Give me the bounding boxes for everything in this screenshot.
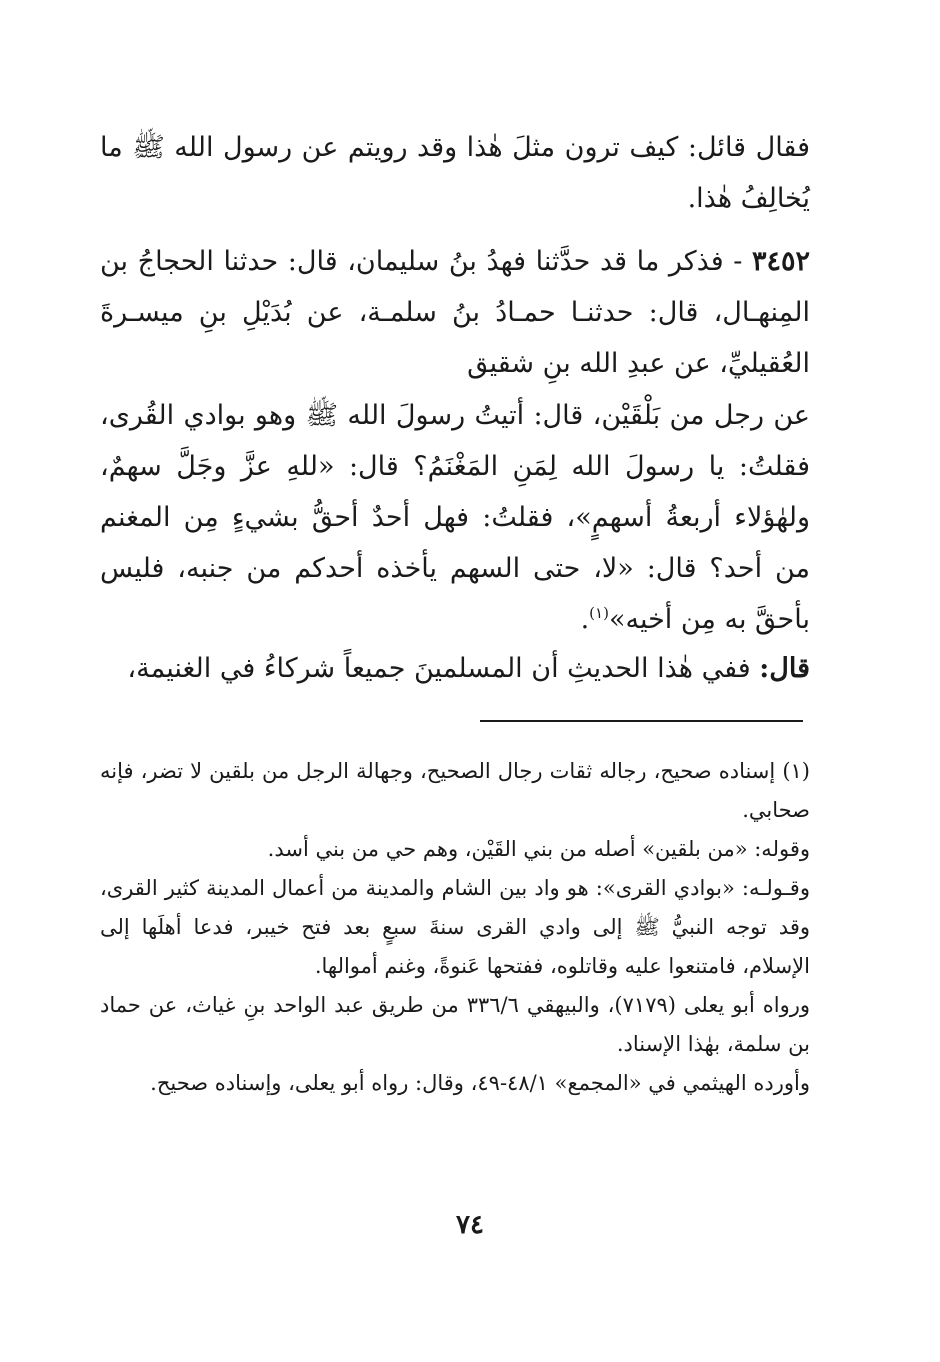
conclusion-text: ففي هٰذا الحديثِ أن المسلمينَ جميعاً شركاءُ في الغنيمة، xyxy=(127,653,751,684)
matn-end: . xyxy=(580,604,590,635)
footnote-1: (١) إسناده صحيح، رجاله ثقات رجال الصحيح، وجهالة الرجل من بلقين لا تضر، فإنه صحابي. xyxy=(100,759,810,822)
conclusion-paragraph xyxy=(100,643,810,694)
qala-label: قال: xyxy=(759,653,810,684)
footnote-3: وقـولـه: «بوادي القرى»: هو واد بين الشام والمدينة من أعمال المدينة كثير القرى، وقد توجه النبيُّ ﷺ إلى وادي القرى سنةَ سبعٍ بعد فتح خيبر، فدعا أهلَها إلى الإسلام، فامتنعوا عليه وقاتلوه، ففتحها عَنوةً، وغنم أموالها. xyxy=(100,876,810,978)
intro-text: فقال قائل: كيف ترون مثلَ هٰذا وقد رويتم عن رسول الله ﷺ ما يُخالِفُ هٰذا. xyxy=(100,132,810,214)
footnote-5: وأورده الهيثمي في «المجمع» ٤٨/١-٤٩، وقال: رواه أبو يعلى، وإسناده صحيح. xyxy=(150,1071,810,1095)
page-number: ٧٤ xyxy=(456,1210,484,1240)
matn-paragraph xyxy=(100,390,810,645)
intro-paragraph xyxy=(100,122,810,224)
isnad-text: - فذكر ما قد حدَّثنا فهدُ بنُ سليمان، قال: حدثنا الحجاجُ بن المِنهـال، قال: حدثنـا حمـادُ بنُ سلمـة، عن بُدَيْلِ بنِ ميسـرةَ العُقيليِّ، عن عبدِ الله بنِ شقيق xyxy=(100,246,810,379)
footnote-2: وقوله: «من بلقين» أصله من بني القَيْن، وهم حي من بني أسد. xyxy=(267,837,810,861)
matn-text: عن رجل من بَلْقَيْن، قال: أتيتُ رسولَ الله ﷺ وهو بوادي القُرى، فقلتُ: يا رسولَ الله لِمَنِ المَغْنَمُ؟ قال: «للهِ عزَّ وجَلَّ سهمٌ، ولهٰؤلاء أربعةُ أسهمٍ»، فقلتُ: فهل أحدٌ أحقُّ بشيءٍ مِن المغنم من أحد؟ قال: «لا، حتى السهم يأخذه أحدكم من جنبه، فليس بأحقَّ به مِن أخيه» xyxy=(100,400,810,635)
footnote-divider xyxy=(480,720,803,722)
footnotes xyxy=(100,752,810,1103)
isnad-paragraph xyxy=(100,236,810,389)
footnote-4: ورواه أبو يعلى (٧١٧٩)، والبيهقي ٣٣٦/٦ من طريق عبد الواحد بنِ غياث، عن حماد بن سلمة، بهٰذا الإسناد. xyxy=(100,993,810,1056)
footnote-ref: (١) xyxy=(589,604,609,622)
hadith-number: ٣٤٥٢ xyxy=(751,246,810,277)
